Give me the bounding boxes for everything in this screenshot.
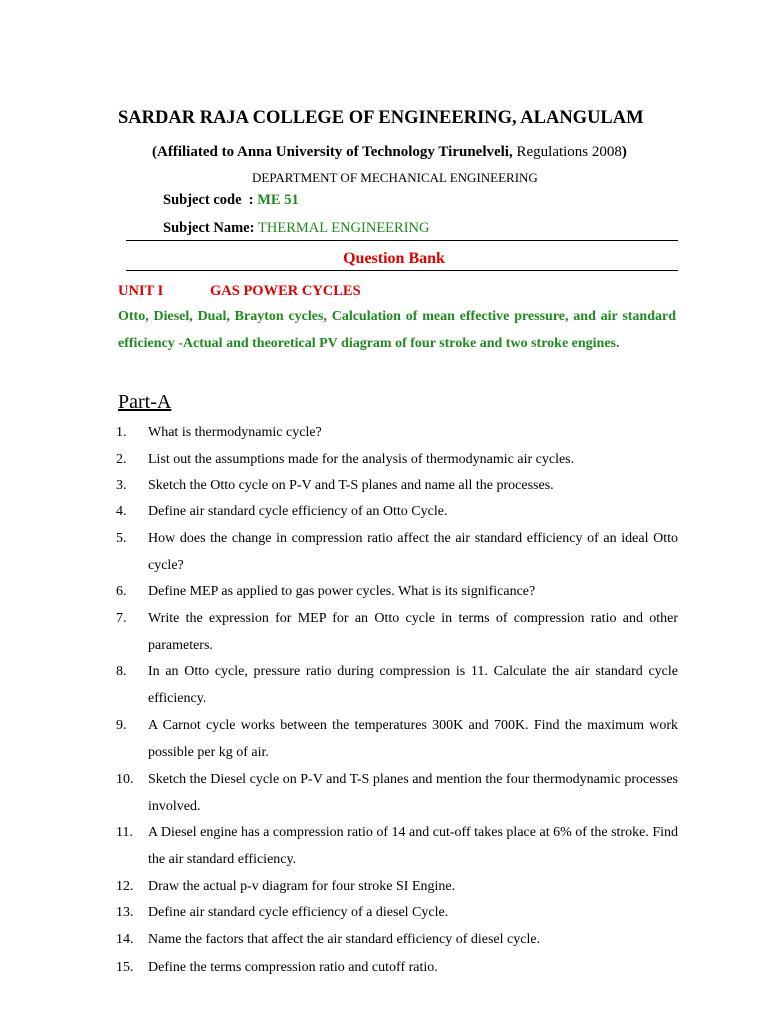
question-text: Sketch the Otto cycle on P-V and T-S planes and name all the processes.	[148, 478, 554, 493]
list-item	[116, 526, 678, 579]
question-text: Define the terms compression ratio and cutoff ratio.	[148, 960, 438, 975]
subject-code-value: ME 51	[257, 192, 299, 208]
subject-code-label: Subject code :	[163, 192, 258, 208]
department-name: DEPARTMENT OF MECHANICAL ENGINEERING	[252, 170, 538, 185]
question-number: 7.	[116, 611, 127, 626]
question-text: Define air standard cycle efficiency of a diesel Cycle.	[148, 905, 449, 920]
question-number: 10.	[116, 772, 134, 787]
question-number: 2.	[116, 452, 127, 467]
question-text: Write the expression for MEP for an Otto cycle in terms of compression ratio and other parameters.	[148, 611, 678, 653]
list-item	[116, 767, 678, 820]
affiliation-regulations: Regulations 2008	[512, 144, 622, 160]
unit-syllabus: Otto, Diesel, Dual, Brayton cycles, Calculation of mean effective pressure, and air standard efficiency -Actual and theoretical PV diagram of four stroke and two stroke engines.	[118, 309, 676, 351]
list-item	[116, 820, 678, 873]
unit-label: UNIT I	[118, 283, 164, 299]
question-text: What is thermodynamic cycle?	[148, 425, 322, 440]
question-bank-title: Question Bank	[343, 250, 445, 267]
college-name: SARDAR RAJA COLLEGE OF ENGINEERING, ALANGULAM	[118, 108, 644, 128]
affiliation-line	[152, 144, 627, 161]
subject-code-line	[163, 192, 299, 209]
subject-name-value: THERMAL ENGINEERING	[258, 220, 430, 236]
list-item	[116, 955, 678, 982]
list-item	[116, 606, 678, 659]
question-text: Sketch the Diesel cycle on P-V and T-S planes and mention the four thermodynamic processes involved.	[148, 772, 678, 814]
question-number: 14.	[116, 932, 134, 947]
question-text: Name the factors that affect the air standard efficiency of diesel cycle.	[148, 932, 541, 947]
question-number: 3.	[116, 478, 127, 493]
question-text: How does the change in compression ratio affect the air standard efficiency of an ideal Otto cycle?	[148, 531, 678, 573]
question-text: List out the assumptions made for the analysis of thermodynamic air cycles.	[148, 452, 575, 467]
part-title: Part-A	[118, 391, 172, 413]
unit-heading	[118, 283, 361, 300]
question-number: 11.	[116, 825, 133, 840]
question-number: 9.	[116, 718, 127, 733]
unit-title: GAS POWER CYCLES	[210, 283, 361, 299]
question-text: Draw the actual p-v diagram for four stroke SI Engine.	[148, 879, 456, 894]
question-text: A Carnot cycle works between the temperatures 300K and 700K. Find the maximum work possible per kg of air.	[148, 718, 678, 760]
question-text: A Diesel engine has a compression ratio of 14 and cut-off takes place at 6% of the stroke. Find the air standard efficiency.	[148, 825, 678, 867]
affiliation-open-paren: (	[152, 144, 157, 160]
list-item	[116, 499, 678, 526]
affiliation-university: Affiliated to Anna University of Technology Tirunelveli,	[157, 144, 513, 160]
list-item	[116, 659, 678, 712]
question-number: 13.	[116, 905, 134, 920]
question-number: 15.	[116, 960, 134, 975]
question-number: 1.	[116, 425, 127, 440]
question-text: In an Otto cycle, pressure ratio during compression is 11. Calculate the air standard cycle efficiency.	[148, 664, 678, 706]
list-item	[116, 874, 678, 901]
list-item	[116, 473, 678, 500]
affiliation-close-paren: )	[621, 144, 627, 160]
question-number: 8.	[116, 664, 127, 679]
question-number: 4.	[116, 504, 127, 519]
list-item	[116, 579, 678, 606]
subject-name-label: Subject Name:	[163, 220, 259, 236]
header-divider-top	[126, 240, 678, 241]
question-number: 5.	[116, 531, 127, 546]
question-text: Define MEP as applied to gas power cycles. What is its significance?	[148, 584, 536, 599]
list-item	[116, 420, 678, 447]
list-item	[116, 900, 678, 927]
subject-name-line	[163, 220, 429, 237]
list-item	[116, 447, 678, 474]
list-item	[116, 927, 678, 954]
header-divider-bottom	[126, 270, 678, 271]
question-text: Define air standard cycle efficiency of an Otto Cycle.	[148, 504, 448, 519]
question-number: 6.	[116, 584, 127, 599]
question-number: 12.	[116, 879, 134, 894]
list-item	[116, 713, 678, 766]
